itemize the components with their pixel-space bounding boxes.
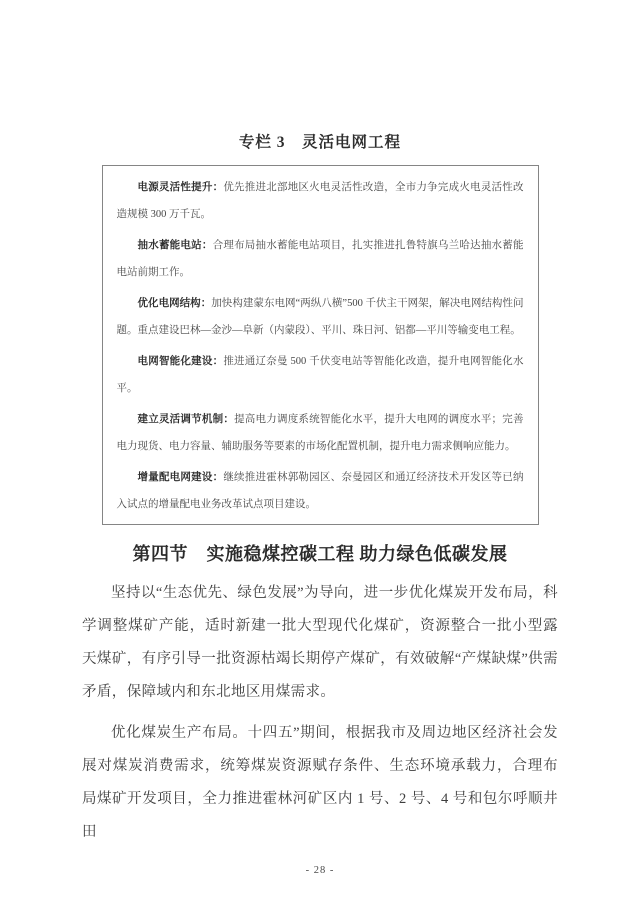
page-number: - 28 -	[305, 865, 335, 876]
panel-item-label: 电网智能化建设：	[137, 356, 224, 367]
section-body	[82, 577, 558, 849]
panel-item-text: 提高电力调度系统智能化水平，提升大电网的调度水平；完善电力现货、电力容量、辅助服务等要素的市场化配置机制，提升电力需求侧响应能力。	[116, 414, 524, 452]
panel-item	[117, 407, 524, 460]
flexible-grid-panel	[102, 165, 539, 525]
panel-item-text: 优先推进北部地区火电灵活性改造，全市力争完成火电灵活性改造规模 300 万千瓦。	[116, 182, 524, 220]
panel-item	[117, 465, 524, 518]
panel-item-label: 抽水蓄能电站：	[137, 240, 213, 251]
panel-item-text: 继续推进霍林郭勒园区、奈曼园区和通辽经济技术开发区等已纳入试点的增量配电业务改革试点项目建设。	[116, 472, 524, 510]
panel-item-label: 电源灵活性提升：	[137, 182, 224, 193]
body-paragraph: 坚持以“生态优先、绿色发展”为导向，进一步优化煤炭开发布局，科学调整煤矿产能，适时新建一批大型现代化煤矿，资源整合一批小型露天煤矿，有序引导一批资源枯竭长期停产煤矿，有效破解“产煤缺煤”供需矛盾，保障域内和东北地区用煤需求。	[82, 585, 558, 700]
panel-item-text: 推进通辽奈曼 500 千伏变电站等智能化改造，提升电网智能化水平。	[116, 356, 524, 394]
panel-item	[117, 233, 524, 286]
panel-title: 专栏 3 灵活电网工程	[238, 134, 402, 151]
panel-item-label: 建立灵活调节机制：	[137, 414, 235, 425]
panel-item-text: 合理布局抽水蓄能电站项目，扎实推进扎鲁特旗乌兰哈达抽水蓄能电站前期工作。	[116, 240, 524, 278]
panel-item-text: 加快构建蒙东电网“两纵八横”500 千伏主干网架，解决电网结构性问题。重点建设巴林—金沙—阜新（内蒙段）、平川、珠日河、铝都—平川等输变电工程。	[116, 298, 524, 336]
panel-item-label: 增量配电网建设：	[137, 472, 224, 483]
panel-item	[117, 175, 524, 228]
panel-item	[117, 291, 524, 344]
section-heading: 第四节 实施稳煤控碳工程 助力绿色低碳发展	[132, 544, 508, 564]
panel-item-label: 优化电网结构：	[137, 298, 212, 309]
panel-item	[117, 349, 524, 402]
body-paragraph: 优化煤炭生产布局。十四五”期间，根据我市及周边地区经济社会发展对煤炭消费需求，统筹煤炭资源赋存条件、生态环境承载力，合理布局煤矿开发项目，全力推进霍林河矿区内 1 号、2 号、4 号和包尔呼顺井田	[82, 725, 558, 840]
